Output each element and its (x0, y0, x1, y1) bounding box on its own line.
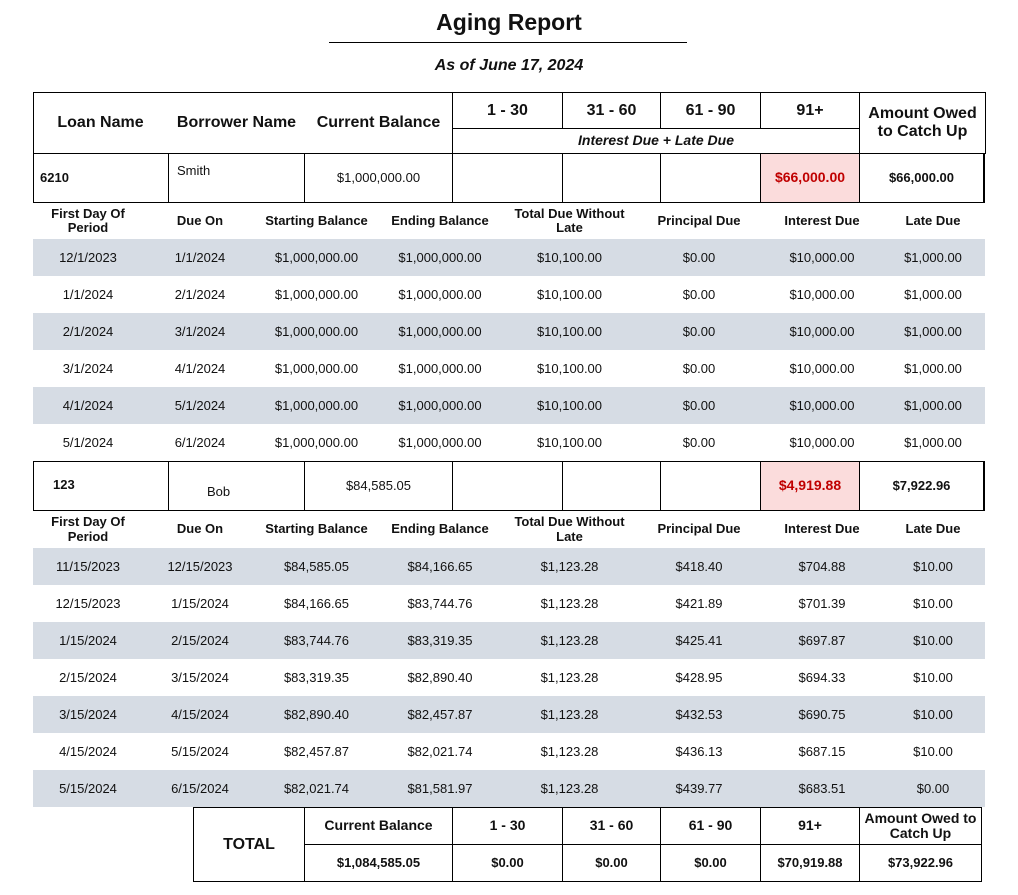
borrower-name: Bob (168, 461, 305, 511)
cell-total-due: $10,100.00 (536, 287, 603, 302)
header-borrower-name: Borrower Name (176, 114, 297, 132)
table-row (33, 770, 985, 807)
borrower-name: Smith (168, 153, 305, 203)
cell-late-due: $10.00 (913, 559, 953, 574)
cell-starting-balance: $84,585.05 (283, 559, 350, 574)
cell-late-due: $1,000.00 (904, 361, 962, 376)
cell-principal-due: $0.00 (682, 435, 716, 450)
cell-ending-balance: $83,744.76 (407, 596, 473, 611)
cell-interest-due: $704.88 (798, 559, 846, 574)
detail-header-interest-due: Interest Due (784, 521, 860, 537)
cell-first-day: 4/15/2024 (59, 744, 117, 759)
total-header-amount-owed: Amount Owed to Catch Up (859, 807, 982, 845)
cell-due-on: 6/15/2024 (171, 781, 229, 796)
cell-starting-balance: $1,000,000.00 (274, 287, 359, 302)
cell-total-due: $10,100.00 (536, 398, 603, 413)
cell-starting-balance: $83,744.76 (283, 633, 350, 648)
cell-principal-due: $0.00 (682, 287, 716, 302)
detail-header-late-due: Late Due (905, 521, 961, 537)
loan-amount-owed: $7,922.96 (859, 461, 984, 511)
cell-total-due: $1,123.28 (540, 559, 599, 574)
detail-header-due-on: Due On (176, 212, 224, 228)
cell-first-day: 3/15/2024 (59, 707, 117, 722)
cell-due-on: 6/1/2024 (174, 435, 226, 450)
cell-interest-due: $701.39 (798, 596, 846, 611)
detail-header-ending-balance: Ending Balance (391, 521, 489, 537)
table-row (33, 350, 985, 387)
total-amount-owed: $73,922.96 (859, 844, 982, 882)
cell-starting-balance: $83,319.35 (283, 670, 350, 685)
cell-total-due: $1,123.28 (540, 744, 599, 759)
cell-due-on: 3/15/2024 (171, 670, 229, 685)
cell-first-day: 11/15/2023 (55, 559, 121, 574)
cell-total-due: $1,123.28 (540, 633, 599, 648)
cell-interest-due: $10,000.00 (789, 250, 855, 265)
loan-name: 6210 (33, 153, 169, 203)
title-underline (329, 42, 687, 43)
cell-principal-due: $418.40 (675, 559, 723, 574)
cell-principal-due: $0.00 (682, 250, 716, 265)
cell-interest-due: $10,000.00 (789, 324, 855, 339)
cell-first-day: 12/15/2023 (55, 596, 121, 611)
cell-late-due: $1,000.00 (904, 287, 962, 302)
cell-principal-due: $436.13 (675, 744, 723, 759)
cell-due-on: 1/1/2024 (174, 250, 226, 265)
total-label: TOTAL (193, 807, 305, 882)
cell-total-due: $10,100.00 (536, 324, 603, 339)
total-current-balance: $1,084,585.05 (304, 844, 453, 882)
table-row (33, 659, 985, 696)
header-current-balance: Current Balance (316, 114, 441, 132)
cell-principal-due: $0.00 (682, 361, 716, 376)
cell-late-due: $10.00 (913, 633, 953, 648)
cell-total-due: $10,100.00 (536, 250, 603, 265)
total-header-31-60: 31 - 60 (562, 807, 661, 845)
cell-first-day: 4/1/2024 (62, 398, 114, 413)
cell-principal-due: $425.41 (675, 633, 723, 648)
cell-ending-balance: $1,000,000.00 (398, 324, 482, 339)
cell-starting-balance: $82,457.87 (283, 744, 350, 759)
cell-principal-due: $0.00 (682, 398, 716, 413)
detail-header-interest-due: Interest Due (784, 212, 860, 228)
cell-first-day: 5/1/2024 (62, 435, 114, 450)
cell-first-day: 5/15/2024 (59, 781, 117, 796)
header-bucket-61-90: 61 - 90 (660, 92, 761, 129)
loan-bucket-61-90 (660, 461, 761, 511)
header-interest-late-caption: Interest Due + Late Due (452, 128, 860, 154)
cell-ending-balance: $1,000,000.00 (398, 287, 482, 302)
cell-total-due: $10,100.00 (536, 361, 603, 376)
cell-starting-balance: $82,021.74 (283, 781, 350, 796)
total-61-90: $0.00 (660, 844, 761, 882)
cell-interest-due: $10,000.00 (789, 361, 855, 376)
loan-bucket-31-60 (562, 153, 661, 203)
cell-due-on: 5/15/2024 (171, 744, 229, 759)
header-bucket-31-60: 31 - 60 (562, 92, 661, 129)
total-1-30: $0.00 (452, 844, 563, 882)
cell-late-due: $1,000.00 (904, 324, 962, 339)
table-row (33, 622, 985, 659)
table-row (33, 585, 985, 622)
cell-interest-due: $697.87 (798, 633, 846, 648)
cell-due-on: 4/1/2024 (174, 361, 226, 376)
cell-ending-balance: $1,000,000.00 (398, 361, 482, 376)
cell-late-due: $10.00 (913, 596, 953, 611)
cell-ending-balance: $83,319.35 (407, 633, 473, 648)
table-row (33, 239, 985, 276)
cell-due-on: 4/15/2024 (171, 707, 229, 722)
table-row (33, 733, 985, 770)
cell-starting-balance: $1,000,000.00 (274, 250, 359, 265)
cell-first-day: 2/15/2024 (59, 670, 117, 685)
detail-header-first-day: First Day Of Period (51, 205, 125, 235)
cell-interest-due: $694.33 (798, 670, 846, 685)
detail-header-starting-balance: Starting Balance (265, 212, 368, 228)
loan-bucket-91-plus: $66,000.00 (760, 153, 860, 203)
cell-total-due: $1,123.28 (540, 707, 599, 722)
detail-header-due-on: Due On (176, 521, 224, 537)
table-row (33, 548, 985, 585)
cell-late-due: $1,000.00 (904, 250, 962, 265)
total-31-60: $0.00 (562, 844, 661, 882)
loan-amount-owed: $66,000.00 (859, 153, 984, 203)
loan-bucket-61-90 (660, 153, 761, 203)
cell-total-due: $1,123.28 (540, 596, 599, 611)
cell-due-on: 2/1/2024 (174, 287, 226, 302)
cell-interest-due: $10,000.00 (789, 398, 855, 413)
loan-bucket-1-30 (452, 461, 563, 511)
cell-interest-due: $687.15 (798, 744, 846, 759)
cell-due-on: 12/15/2023 (167, 559, 233, 574)
table-row (33, 696, 985, 733)
cell-principal-due: $428.95 (675, 670, 723, 685)
header-bucket-1-30: 1 - 30 (452, 92, 563, 129)
detail-header-principal-due: Principal Due (657, 212, 741, 228)
cell-starting-balance: $1,000,000.00 (274, 435, 359, 450)
cell-starting-balance: $1,000,000.00 (274, 324, 359, 339)
cell-due-on: 2/15/2024 (171, 633, 229, 648)
cell-ending-balance: $1,000,000.00 (398, 435, 482, 450)
loan-bucket-1-30 (452, 153, 563, 203)
cell-ending-balance: $1,000,000.00 (398, 250, 482, 265)
loan-bucket-31-60 (562, 461, 661, 511)
cell-starting-balance: $1,000,000.00 (274, 398, 359, 413)
total-header-1-30: 1 - 30 (452, 807, 563, 845)
detail-header-total-due: Total Due Without Late (514, 514, 625, 544)
report-date: As of June 17, 2024 (434, 57, 584, 74)
cell-due-on: 1/15/2024 (171, 596, 229, 611)
detail-header-total-due: Total Due Without Late (514, 205, 625, 235)
total-header-current-balance: Current Balance (304, 807, 453, 845)
cell-principal-due: $432.53 (675, 707, 723, 722)
detail-header-ending-balance: Ending Balance (391, 212, 489, 228)
detail-header-first-day: First Day Of Period (51, 514, 125, 544)
cell-late-due: $10.00 (913, 744, 953, 759)
loan-current-balance: $84,585.05 (304, 461, 453, 511)
cell-due-on: 3/1/2024 (174, 324, 226, 339)
header-amount-owed: Amount Owed to Catch Up (859, 92, 986, 154)
detail-header-late-due: Late Due (905, 212, 961, 228)
loan-current-balance: $1,000,000.00 (304, 153, 453, 203)
cell-ending-balance: $82,021.74 (407, 744, 473, 759)
cell-principal-due: $0.00 (682, 324, 716, 339)
cell-first-day: 12/1/2023 (59, 250, 117, 265)
cell-total-due: $10,100.00 (536, 435, 603, 450)
cell-late-due: $10.00 (913, 707, 953, 722)
detail-header-principal-due: Principal Due (657, 521, 741, 537)
table-row (33, 424, 985, 461)
table-row (33, 313, 985, 350)
cell-first-day: 1/1/2024 (62, 287, 114, 302)
cell-late-due: $1,000.00 (904, 398, 962, 413)
cell-first-day: 3/1/2024 (62, 361, 114, 376)
detail-header-starting-balance: Starting Balance (265, 521, 368, 537)
header-loan-name: Loan Name (57, 114, 144, 132)
total-header-91-plus: 91+ (760, 807, 860, 845)
cell-total-due: $1,123.28 (540, 670, 599, 685)
loan-name: 123 (33, 461, 169, 511)
cell-principal-due: $439.77 (675, 781, 723, 796)
report-title: Aging Report (436, 9, 582, 35)
table-row (33, 276, 985, 313)
cell-ending-balance: $82,890.40 (407, 670, 473, 685)
cell-total-due: $1,123.28 (540, 781, 599, 796)
loan-bucket-91-plus: $4,919.88 (760, 461, 860, 511)
cell-starting-balance: $1,000,000.00 (274, 361, 359, 376)
cell-late-due: $1,000.00 (904, 435, 962, 450)
cell-first-day: 2/1/2024 (62, 324, 114, 339)
cell-interest-due: $683.51 (798, 781, 846, 796)
cell-ending-balance: $84,166.65 (407, 559, 473, 574)
cell-principal-due: $421.89 (675, 596, 723, 611)
cell-late-due: $10.00 (913, 670, 953, 685)
cell-interest-due: $10,000.00 (789, 287, 855, 302)
header-bucket-91-plus: 91+ (760, 92, 860, 129)
cell-ending-balance: $1,000,000.00 (398, 398, 482, 413)
cell-interest-due: $10,000.00 (789, 435, 855, 450)
cell-due-on: 5/1/2024 (174, 398, 226, 413)
table-row (33, 387, 985, 424)
total-header-61-90: 61 - 90 (660, 807, 761, 845)
cell-first-day: 1/15/2024 (59, 633, 117, 648)
cell-starting-balance: $84,166.65 (283, 596, 350, 611)
cell-late-due: $0.00 (916, 781, 950, 796)
cell-ending-balance: $81,581.97 (407, 781, 473, 796)
cell-interest-due: $690.75 (798, 707, 846, 722)
cell-ending-balance: $82,457.87 (407, 707, 473, 722)
cell-starting-balance: $82,890.40 (283, 707, 350, 722)
total-91-plus: $70,919.88 (760, 844, 860, 882)
